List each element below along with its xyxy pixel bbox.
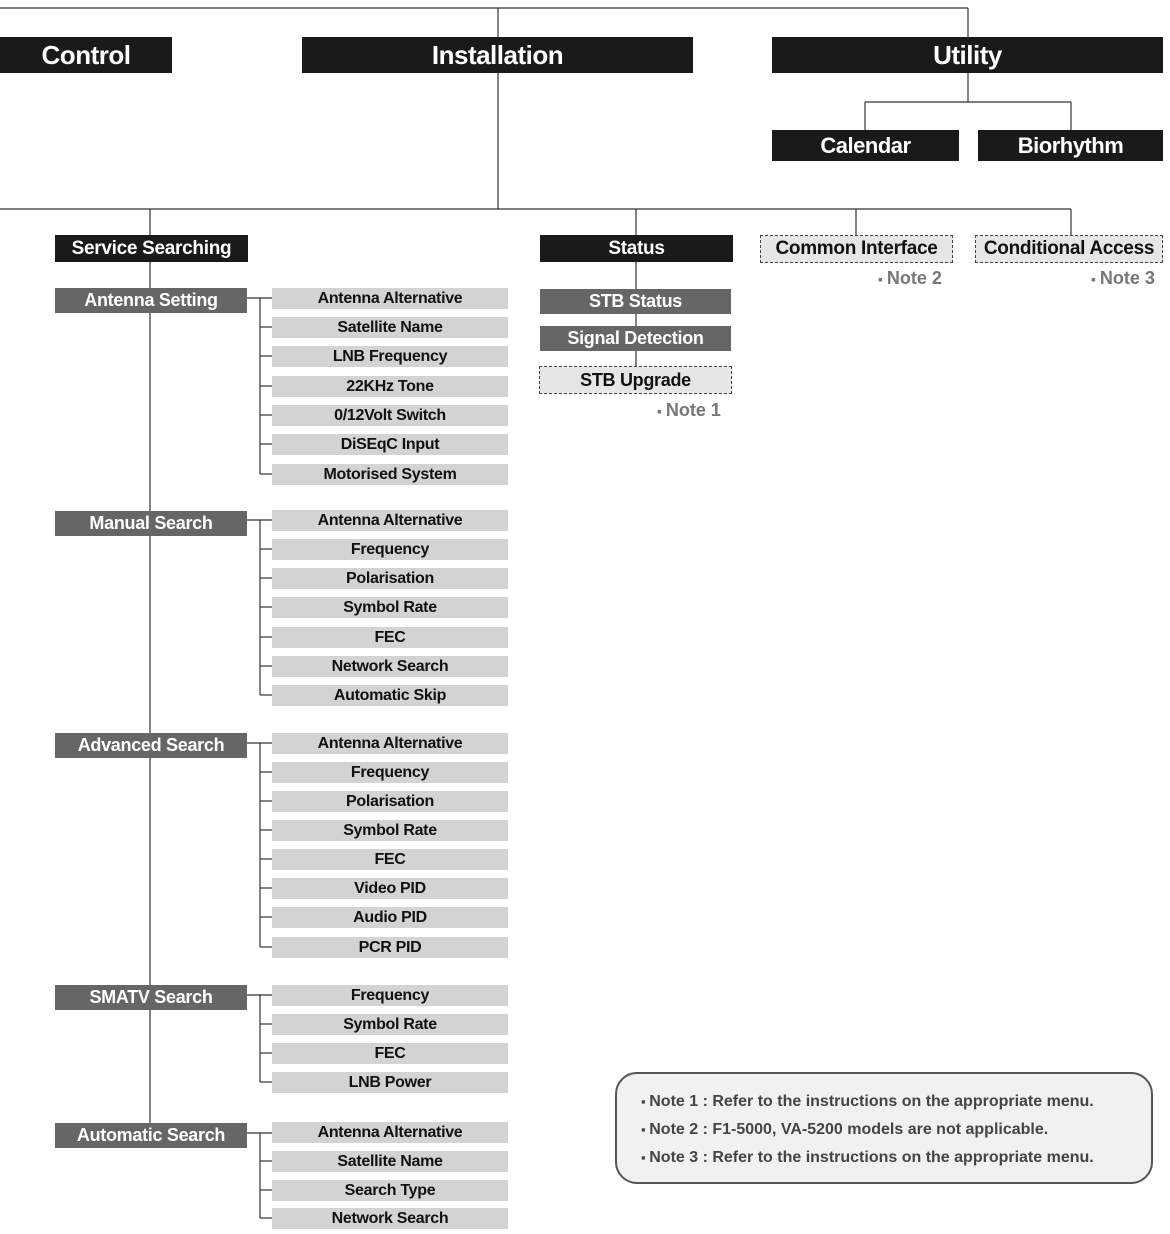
submenu-item[interactable]: Symbol Rate — [272, 1014, 508, 1035]
biorhythm-menu[interactable]: Biorhythm — [978, 130, 1163, 161]
smatv-search-menu[interactable]: SMATV Search — [55, 985, 247, 1010]
submenu-item[interactable]: FEC — [272, 1043, 508, 1064]
stb-status-item[interactable]: STB Status — [540, 289, 731, 314]
signal-detection-item[interactable]: Signal Detection — [540, 326, 731, 351]
advanced-search-menu[interactable]: Advanced Search — [55, 733, 247, 758]
antenna-setting-menu[interactable]: Antenna Setting — [55, 288, 247, 313]
submenu-item[interactable]: FEC — [272, 627, 508, 648]
submenu-item[interactable]: Network Search — [272, 1208, 508, 1229]
submenu-item[interactable]: Automatic Skip — [272, 685, 508, 706]
submenu-item[interactable]: 0/12Volt Switch — [272, 405, 508, 426]
calendar-menu[interactable]: Calendar — [772, 130, 959, 161]
notes-legend — [615, 1072, 1153, 1184]
control-menu[interactable]: Control — [0, 37, 172, 73]
stb-upgrade-item[interactable]: STB Upgrade — [539, 366, 732, 394]
submenu-item[interactable]: LNB Frequency — [272, 346, 508, 367]
utility-menu[interactable]: Utility — [772, 37, 1163, 73]
conditional-access-menu[interactable]: Conditional Access — [975, 235, 1163, 263]
service-searching-menu[interactable]: Service Searching — [55, 235, 248, 262]
legend-note-2: ▪ Note 2 : F1-5000, VA-5200 models are not applicable. — [641, 1119, 1151, 1147]
submenu-item[interactable]: Search Type — [272, 1180, 508, 1201]
submenu-item[interactable]: Antenna Alternative — [272, 1122, 508, 1143]
submenu-item[interactable]: Network Search — [272, 656, 508, 677]
submenu-item[interactable]: Satellite Name — [272, 317, 508, 338]
submenu-item[interactable]: FEC — [272, 849, 508, 870]
submenu-item[interactable]: LNB Power — [272, 1072, 508, 1093]
submenu-item[interactable]: Frequency — [272, 539, 508, 560]
submenu-item[interactable]: DiSEqC Input — [272, 434, 508, 455]
submenu-item[interactable]: 22KHz Tone — [272, 376, 508, 397]
note-1-label: ▪ Note 1 — [657, 400, 721, 421]
automatic-search-menu[interactable]: Automatic Search — [55, 1123, 247, 1148]
submenu-item[interactable]: Motorised System — [272, 464, 508, 485]
submenu-item[interactable]: Antenna Alternative — [272, 733, 508, 754]
submenu-item[interactable]: Polarisation — [272, 568, 508, 589]
submenu-item[interactable]: Frequency — [272, 985, 508, 1006]
note-3-label: ▪ Note 3 — [1091, 268, 1155, 289]
submenu-item[interactable]: Symbol Rate — [272, 597, 508, 618]
common-interface-menu[interactable]: Common Interface — [760, 235, 953, 263]
submenu-item[interactable]: PCR PID — [272, 937, 508, 958]
submenu-item[interactable]: Video PID — [272, 878, 508, 899]
legend-note-1: ▪ Note 1 : Refer to the instructions on the appropriate menu. — [641, 1091, 1151, 1119]
note-2-label: ▪ Note 2 — [878, 268, 942, 289]
submenu-item[interactable]: Polarisation — [272, 791, 508, 812]
submenu-item[interactable]: Antenna Alternative — [272, 510, 508, 531]
legend-note-3: ▪ Note 3 : Refer to the instructions on the appropriate menu. — [641, 1147, 1151, 1175]
submenu-item[interactable]: Antenna Alternative — [272, 288, 508, 309]
submenu-item[interactable]: Audio PID — [272, 907, 508, 928]
submenu-item[interactable]: Symbol Rate — [272, 820, 508, 841]
installation-menu[interactable]: Installation — [302, 37, 693, 73]
status-menu[interactable]: Status — [540, 235, 733, 262]
submenu-item[interactable]: Frequency — [272, 762, 508, 783]
manual-search-menu[interactable]: Manual Search — [55, 511, 247, 536]
submenu-item[interactable]: Satellite Name — [272, 1151, 508, 1172]
